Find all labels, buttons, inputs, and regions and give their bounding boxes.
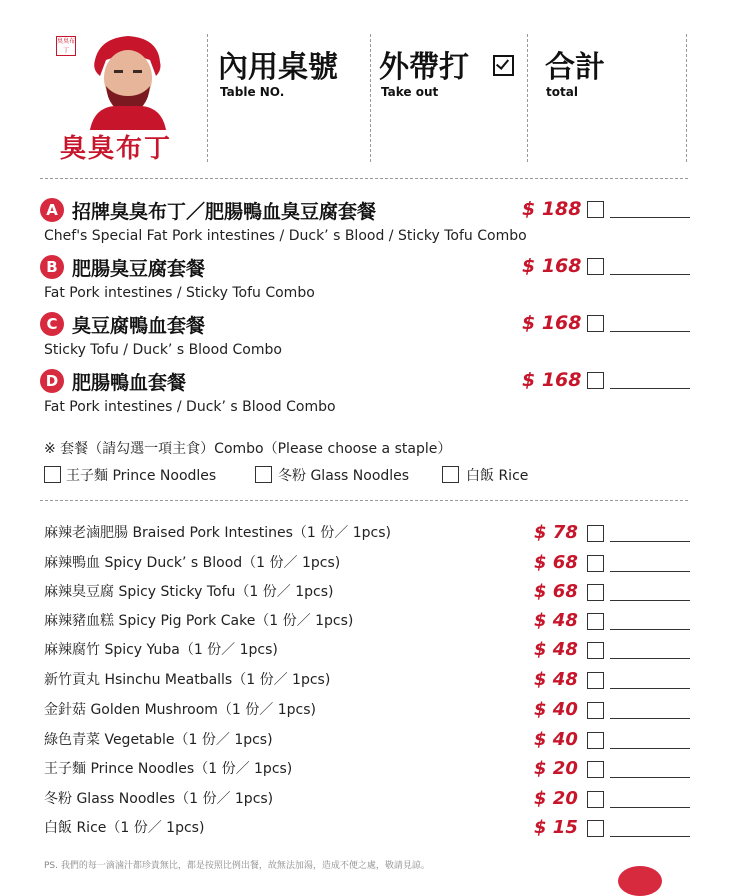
item-checkbox[interactable] [587, 555, 604, 572]
quantity-line[interactable] [610, 836, 690, 837]
quantity-line[interactable] [610, 331, 690, 332]
quantity-line[interactable] [610, 748, 690, 749]
combo-english: Fat Pork intestines / Sticky Tofu Combo [44, 285, 315, 301]
item-name: 麻辣鴨血 Spicy Duck’ s Blood（1 份／ 1pcs) [44, 555, 341, 571]
item-name: 金針菇 Golden Mushroom（1 份／ 1pcs) [44, 702, 316, 718]
quantity-line[interactable] [610, 629, 690, 630]
staple-checkbox[interactable] [44, 466, 61, 483]
quantity-line[interactable] [610, 600, 690, 601]
section-divider [40, 500, 688, 501]
combo-price: $ 168 [522, 255, 582, 277]
item-price: $ 40 [534, 699, 578, 720]
item-checkbox[interactable] [587, 584, 604, 601]
quantity-line[interactable] [610, 388, 690, 389]
dine-in-title: 內用桌號 [218, 50, 338, 85]
combo-note: ※ 套餐（請勾選一項主食）Combo（Please choose a staple） [44, 441, 452, 457]
dine-in-sub: Table NO. [220, 85, 285, 99]
item-name: 綠色青菜 Vegetable（1 份／ 1pcs) [44, 732, 273, 748]
combo-badge-b: B [40, 255, 64, 279]
staple-label: 王子麵 Prince Noodles [66, 468, 217, 484]
item-checkbox[interactable] [587, 672, 604, 689]
quantity-line[interactable] [610, 688, 690, 689]
item-price: $ 48 [534, 669, 578, 690]
footnote: PS. 我們的每一滴滷汁都珍貴無比，都是按照比例出餐，故無法加湯，造成不便之處，敬請見諒。 [44, 861, 430, 871]
staple-checkbox[interactable] [255, 466, 272, 483]
item-checkbox[interactable] [587, 791, 604, 808]
item-checkbox[interactable] [587, 820, 604, 837]
quantity-line[interactable] [610, 807, 690, 808]
item-price: $ 78 [534, 522, 578, 543]
item-price: $ 48 [534, 610, 578, 631]
item-price: $ 40 [534, 729, 578, 750]
item-name: 冬粉 Glass Noodles（1 份／ 1pcs) [44, 791, 274, 807]
combo-badge-c: C [40, 312, 64, 336]
item-name: 新竹貢丸 Hsinchu Meatballs（1 份／ 1pcs) [44, 672, 331, 688]
item-name: 麻辣臭豆腐 Spicy Sticky Tofu（1 份／ 1pcs) [44, 584, 334, 600]
item-name: 王子麵 Prince Noodles（1 份／ 1pcs) [44, 761, 293, 777]
item-name: 麻辣豬血糕 Spicy Pig Pork Cake（1 份／ 1pcs) [44, 613, 354, 629]
combo-checkbox[interactable] [587, 201, 604, 218]
brand-stamp: 臭臭布丁 [57, 38, 76, 54]
combo-name: 肥腸臭豆腐套餐 [72, 258, 206, 280]
total-sub: total [546, 85, 578, 99]
item-name: 白飯 Rice（1 份／ 1pcs) [44, 820, 205, 836]
brand-logo [50, 30, 200, 164]
combo-price: $ 168 [522, 369, 582, 391]
quantity-line[interactable] [610, 777, 690, 778]
combo-price: $ 188 [522, 198, 582, 220]
header-divider [527, 34, 528, 162]
take-out-title: 外帶打 [379, 50, 469, 85]
combo-badge-d: D [40, 369, 64, 393]
combo-name: 臭豆腐鴨血套餐 [72, 315, 206, 337]
combo-badge-a: A [40, 198, 64, 222]
combo-name: 招牌臭臭布丁／肥腸鴨血臭豆腐套餐 [72, 201, 377, 223]
quantity-line[interactable] [610, 658, 690, 659]
total-title: 合計 [545, 50, 605, 85]
combo-english: Chef's Special Fat Pork intestines / Duck’ s Blood / Sticky Tofu Combo [44, 228, 527, 244]
item-checkbox[interactable] [587, 761, 604, 778]
quantity-line[interactable] [610, 274, 690, 275]
take-out-sub: Take out [381, 85, 439, 99]
header-divider [686, 34, 687, 162]
item-checkbox[interactable] [587, 525, 604, 542]
item-checkbox[interactable] [587, 702, 604, 719]
combo-checkbox[interactable] [587, 315, 604, 332]
quantity-line[interactable] [610, 217, 690, 218]
combo-checkbox[interactable] [587, 372, 604, 389]
item-checkbox[interactable] [587, 732, 604, 749]
item-checkbox[interactable] [587, 642, 604, 659]
item-name: 麻辣老滷肥腸 Braised Pork Intestines（1 份／ 1pcs) [44, 525, 391, 541]
item-price: $ 15 [534, 817, 578, 838]
quantity-line[interactable] [610, 718, 690, 719]
item-price: $ 68 [534, 581, 578, 602]
quantity-line[interactable] [610, 571, 690, 572]
chef-portrait-icon [50, 30, 200, 130]
item-price: $ 20 [534, 758, 578, 779]
combo-checkbox[interactable] [587, 258, 604, 275]
corner-decoration [618, 866, 662, 896]
take-out-checkbox-icon[interactable] [493, 55, 514, 76]
brand-logo-text: 臭臭布丁 [60, 134, 173, 164]
header-divider [207, 34, 208, 162]
combo-price: $ 168 [522, 312, 582, 334]
quantity-line[interactable] [610, 541, 690, 542]
item-name: 麻辣腐竹 Spicy Yuba（1 份／ 1pcs) [44, 642, 278, 658]
combo-english: Sticky Tofu / Duck’ s Blood Combo [44, 342, 282, 358]
section-divider [40, 178, 688, 179]
combo-english: Fat Pork intestines / Duck’ s Blood Combo [44, 399, 336, 415]
item-checkbox[interactable] [587, 613, 604, 630]
staple-checkbox[interactable] [442, 466, 459, 483]
staple-label: 冬粉 Glass Noodles [278, 468, 410, 484]
item-price: $ 48 [534, 639, 578, 660]
item-price: $ 68 [534, 552, 578, 573]
item-price: $ 20 [534, 788, 578, 809]
header-divider [370, 34, 371, 162]
combo-name: 肥腸鴨血套餐 [72, 372, 187, 394]
staple-label: 白飯 Rice [466, 468, 529, 484]
